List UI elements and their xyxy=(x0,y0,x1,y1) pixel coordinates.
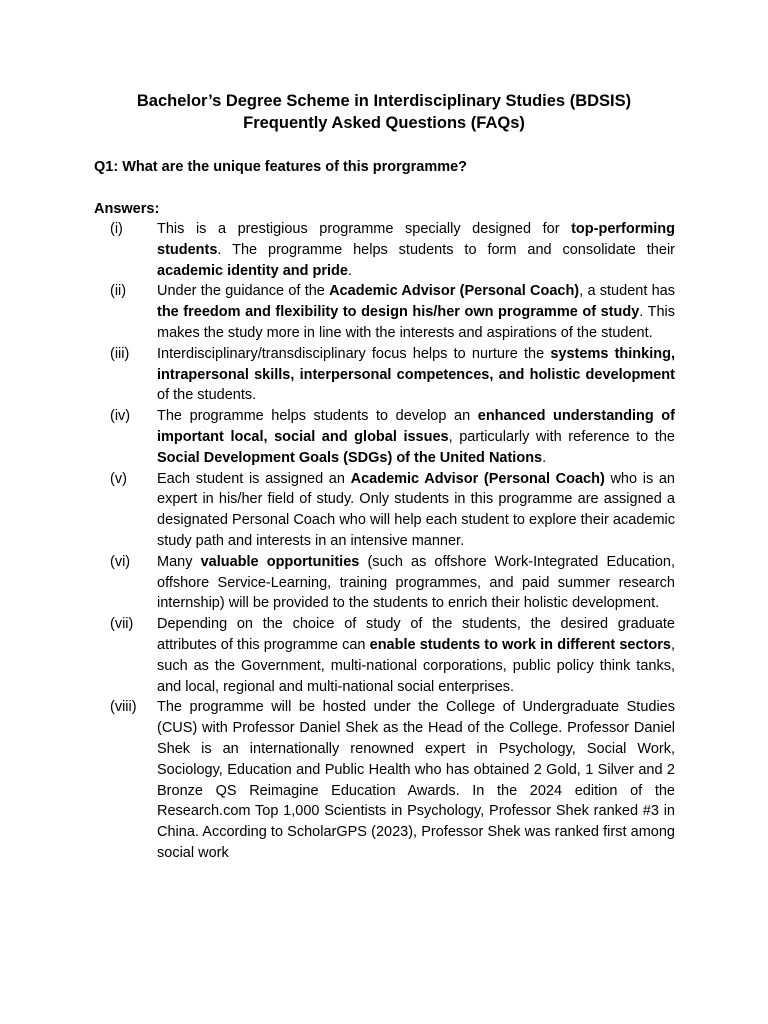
answer-text xyxy=(157,697,675,863)
answer-text-segment: Many xyxy=(157,553,201,570)
answer-text-bold: Academic Advisor (Personal Coach) xyxy=(350,470,605,487)
answer-text xyxy=(157,281,675,343)
answer-text-segment: This is a prestigious programme specially designed for xyxy=(157,221,572,237)
answer-text-segment: (such as offshore Work-Integrated Education, offshore Service-Learning, training programmes, and paid summer research internship) will be provided to the students to enrich their holistic development. xyxy=(157,553,675,612)
answer-item xyxy=(0,469,768,552)
answer-number: (viii) xyxy=(110,699,137,716)
answer-text-segment: Depending on the choice of study of the students, the desired graduate attributes of this programme can xyxy=(157,616,675,653)
answer-text-segment: , particularly with reference to the xyxy=(448,428,675,445)
answer-list xyxy=(0,219,768,864)
answer-text xyxy=(157,406,675,468)
answer-text-segment: of the students. xyxy=(157,387,257,404)
answer-text-bold: the freedom and flexibility to design his/her own programme of study xyxy=(157,304,640,321)
document-title xyxy=(0,90,768,134)
answer-text-segment: Each student is assigned an xyxy=(157,470,351,487)
title-line-2: Frequently Asked Questions (FAQs) xyxy=(243,114,525,132)
answer-item xyxy=(0,344,768,406)
answer-number: (i) xyxy=(110,221,123,237)
answer-text-segment: , such as the Government, multi-national corporations, public policy think tanks, and local, regional and multi-national social enterprises. xyxy=(157,636,675,695)
answer-text-segment: . The programme helps students to form and consolidate their xyxy=(217,241,675,258)
answer-number: (iv) xyxy=(110,408,131,425)
title-line-1: Bachelor’s Degree Scheme in Interdisciplinary Studies (BDSIS) xyxy=(136,92,632,110)
answer-text-bold: enable students to work in different sectors xyxy=(369,636,671,653)
answer-text-bold: academic identity and pride xyxy=(157,262,348,279)
answer-item xyxy=(0,614,768,697)
answers-label: Answers: xyxy=(94,201,160,217)
answer-text-segment: Under the guidance of the xyxy=(157,283,330,300)
answer-text-segment: . This makes the study more in line with the interests and aspirations of the student. xyxy=(157,304,675,341)
answer-number: (vi) xyxy=(110,553,131,570)
answer-text-segment: The programme helps students to develop an xyxy=(157,408,478,425)
answer-text-segment: , a student has xyxy=(579,283,675,300)
answer-text-segment: . xyxy=(542,449,547,466)
answer-text xyxy=(157,469,675,552)
answer-number: (ii) xyxy=(110,283,127,300)
answer-text-bold: Academic Advisor (Personal Coach) xyxy=(329,283,580,300)
answer-text-bold: valuable opportunities xyxy=(200,553,360,570)
answer-text xyxy=(157,552,675,614)
answer-number: (vii) xyxy=(110,616,134,633)
answer-text-segment: . xyxy=(347,262,353,279)
answer-text-bold: Social Development Goals (SDGs) of the United Nations xyxy=(157,449,543,466)
answer-number: (v) xyxy=(110,470,127,487)
answer-item xyxy=(0,552,768,614)
answer-text-bold: systems thinking, intrapersonal skills, interpersonal competences, and holistic development xyxy=(157,345,675,383)
answer-item xyxy=(0,406,768,468)
answer-number: (iii) xyxy=(110,345,130,362)
question-heading: Q1: What are the unique features of this prorgramme? xyxy=(94,159,468,175)
answer-text xyxy=(157,614,675,697)
answer-item xyxy=(0,697,768,863)
answer-text xyxy=(157,219,675,281)
answer-text xyxy=(157,344,675,406)
answer-item xyxy=(0,219,768,281)
answer-text-bold: enhanced understanding of important local, social and global issues xyxy=(157,408,675,445)
answer-text-bold: top-performing students xyxy=(157,221,675,258)
answer-text-segment: Interdisciplinary/transdisciplinary focus helps to nurture the xyxy=(157,345,551,362)
answer-text-segment: who is an expert in his/her field of study. Only students in this programme are assigned a designated Personal Coach who will help each student to explore their academic study path and interests in an intensive manner. xyxy=(157,470,675,549)
answer-text-segment: The programme will be hosted under the College of Undergraduate Studies (CUS) with Professor Daniel Shek as the Head of the College. Professor Daniel Shek is an internationally renowned expert in Psychology, Social Work, Sociology, Education and Public Health who has obtained 2 Gold, 1 Silver and 2 Bronze QS Reimagine Education Awards. In the 2024 edition of the Research.com Top 1,000 Scientists in Psychology, Professor Shek ranked #3 in China. According to ScholarGPS (2023), Professor Shek was ranked first among social work xyxy=(157,699,675,861)
answer-item xyxy=(0,281,768,343)
